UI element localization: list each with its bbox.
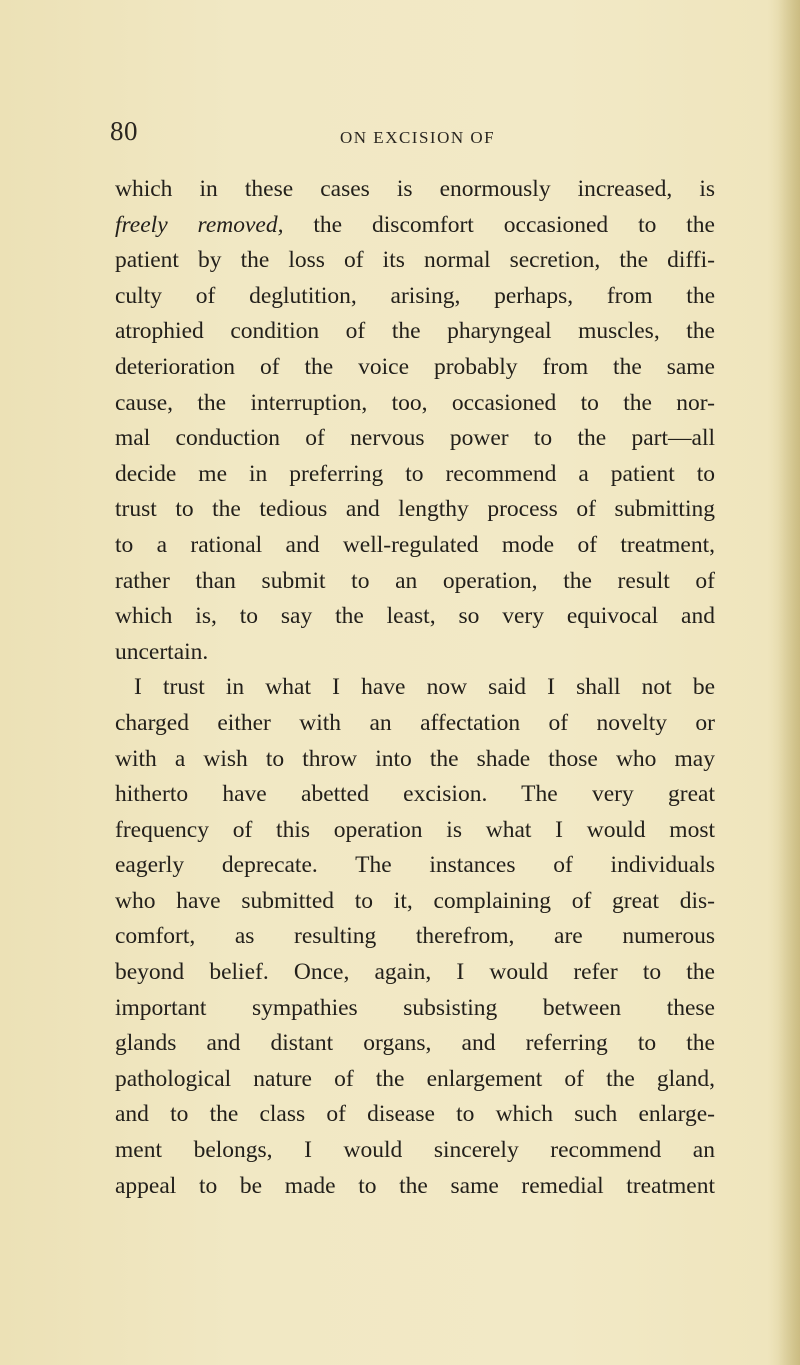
text-line: trust to the tedious and lengthy process of submitting: [115, 496, 715, 523]
text-line: frequency of this operation is what I would most: [115, 816, 715, 843]
text-line: appeal to be made to the same remedial treatment: [115, 1172, 715, 1199]
text-line: ment belongs, I would sincerely recommend an: [115, 1137, 715, 1164]
page-number: 80: [110, 116, 138, 146]
page-edge-shadow: [778, 0, 800, 1365]
text-line: mal conduction of nervous power to the part—all: [115, 425, 715, 452]
text-line: glands and distant organs, and referring to the: [115, 1030, 715, 1057]
text-line: deterioration of the voice probably from the same: [115, 353, 715, 380]
italic-text: freely: [115, 211, 168, 238]
text-line: charged either with an affectation of novelty or: [115, 709, 715, 736]
text-line: I trust in what I have now said I shall not be: [134, 674, 715, 701]
text-line: rather than submit to an operation, the result of: [115, 567, 715, 594]
text-line: who have submitted to it, complaining of great dis-: [115, 887, 715, 914]
text-line: atrophied condition of the pharyngeal muscles, the: [115, 318, 715, 345]
text-line: which in these cases is enormously increased, is: [115, 176, 715, 202]
text-line: uncertain.: [115, 638, 209, 665]
page-header: [0, 116, 800, 156]
italic-text: removed,: [197, 211, 284, 238]
text-line: comfort, as resulting therefrom, are numerous: [115, 923, 715, 950]
text-line: and to the class of disease to which such enlarge-: [115, 1101, 715, 1128]
text-segment: the discomfort occasioned to the: [283, 211, 715, 238]
text-line: important sympathies subsisting between these: [115, 994, 715, 1021]
text-line: which is, to say the least, so very equivocal and: [115, 603, 715, 630]
text-line: with a wish to throw into the shade those who may: [115, 745, 715, 772]
text-line: decide me in preferring to recommend a patient to: [115, 460, 715, 487]
text-line: to a rational and well-regulated mode of treatment,: [115, 531, 715, 558]
body-text: [115, 172, 715, 1204]
text-line: eagerly deprecate. The instances of individuals: [115, 852, 715, 879]
text-line: cause, the interruption, too, occasioned to the nor-: [115, 389, 715, 416]
text-line: [115, 208, 715, 244]
text-line: culty of deglutition, arising, perhaps, from the: [115, 282, 715, 309]
running-title: ON EXCISION OF: [340, 128, 496, 147]
text-line: beyond belief. Once, again, I would refer to the: [115, 959, 715, 986]
text-line: pathological nature of the enlargement of the gland,: [115, 1065, 715, 1092]
text-line: hitherto have abetted excision. The very great: [115, 781, 715, 808]
text-line: patient by the loss of its normal secretion, the diffi-: [115, 247, 715, 274]
